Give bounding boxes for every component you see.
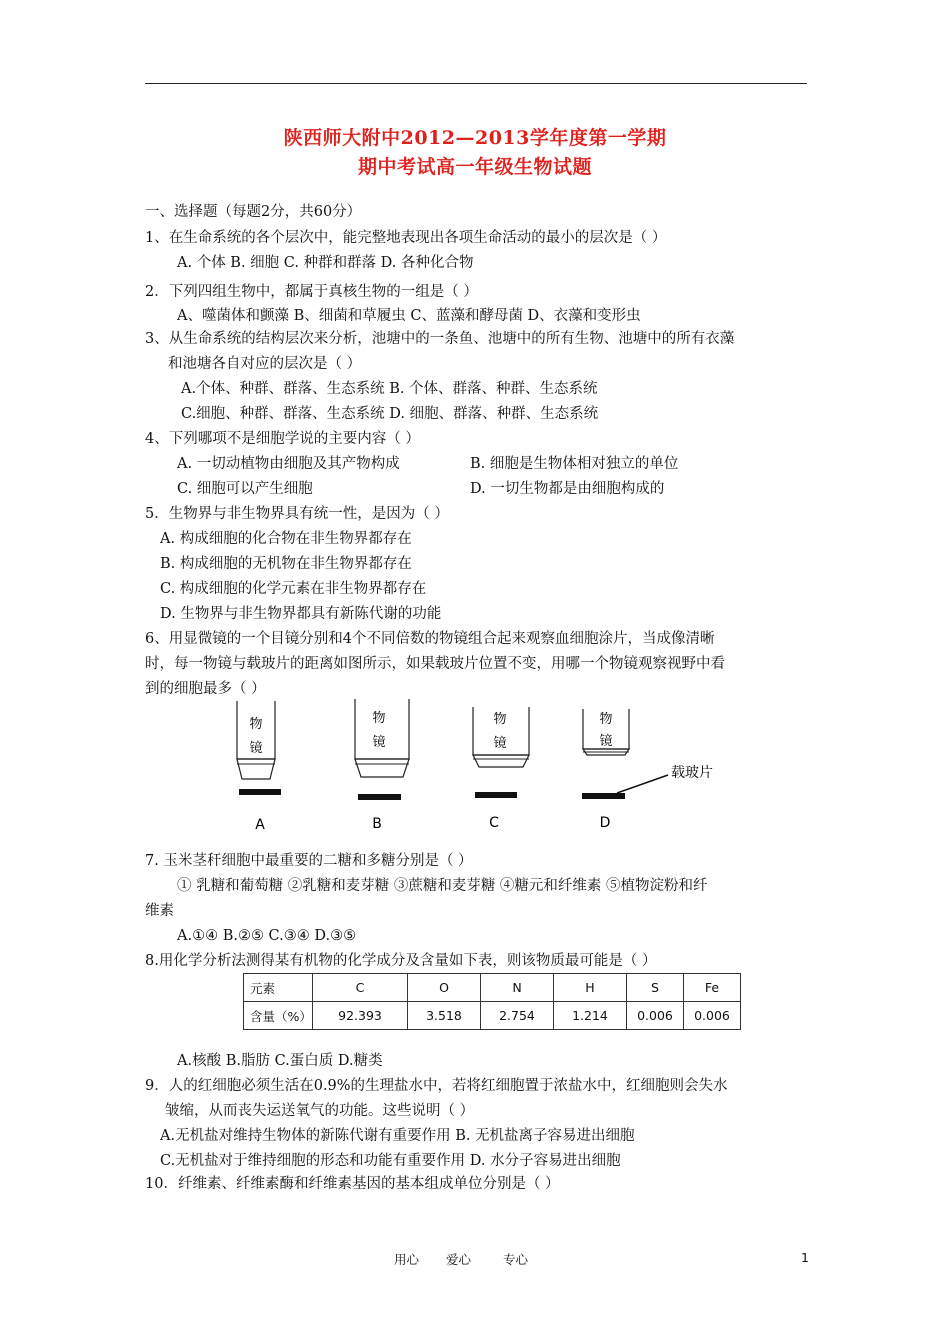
objective-a-text-2: 镜 [249,741,263,756]
table-cell: 0.006 [627,1002,684,1030]
objective-d-text-1: 物 [599,712,613,727]
objective-c-text-2: 镜 [493,736,507,751]
section-heading: 一、选择题（每题2分，共60分） [145,204,362,220]
question-6-cont-2: 到的细胞最多（ ） [145,681,266,697]
footer-word-3: 专心 [503,1252,529,1267]
objective-c-text-1: 物 [493,712,507,727]
table-header-cell: Fe [684,974,741,1002]
table-header-cell: 元素 [244,974,313,1002]
question-3: 3、从生命系统的结构层次来分析，池塘中的一条鱼、池塘中的所有生物、池塘中的所有衣藻 [145,331,735,347]
question-4-option-c: C. 细胞可以产生细胞 [177,481,313,497]
question-3-options-cd: C.细胞、种群、群落、生态系统 D. 细胞、群落、种群、生态系统 [181,406,599,422]
table-header-cell: S [627,974,684,1002]
question-4: 4、下列哪项不是细胞学说的主要内容（ ） [145,431,420,447]
objective-a-text-1: 物 [249,717,263,732]
objective-lens-figure [225,695,745,840]
footer-word-2: 爱心 [446,1252,472,1267]
objective-b-text-2: 镜 [372,735,386,750]
question-6-cont-1: 时，每一物镜与载玻片的距离如图所示，如果载玻片位置不变，用哪一个物镜观察视野中看 [145,656,725,672]
table-cell: 3.518 [408,1002,481,1030]
question-10: 10．纤维素、纤维素酶和纤维素基因的基本组成单位分别是（ ） [145,1176,560,1192]
question-4-option-a: A. 一切动植物由细胞及其产物构成 [177,456,400,472]
table-header-cell: C [313,974,408,1002]
table-cell: 2.754 [481,1002,554,1030]
objective-d [582,709,713,831]
header-rule [145,83,807,84]
question-1-options: A. 个体 B. 细胞 C. 种群和群落 D. 各种化合物 [177,255,474,271]
question-6: 6、用显微镜的一个目镜分别和4个不同倍数的物镜组合起来观察血细胞涂片，当成像清晰 [145,631,715,647]
element-content-table [243,973,741,1030]
table-header-cell: O [408,974,481,1002]
slide-pointer-line [617,775,668,793]
table-row [244,1002,741,1030]
question-3-options-ab: A.个体、种群、群落、生态系统 B. 个体、群落、种群、生态系统 [181,381,598,397]
question-7: 7. 玉米茎秆细胞中最重要的二糖和多糖分别是（ ） [145,853,473,869]
table-header-row [244,974,741,1002]
objective-d-text-2: 镜 [599,734,613,749]
question-5-option-c: C. 构成细胞的化学元素在非生物界都存在 [160,581,427,597]
question-7-items: ① 乳糖和葡萄糖 ②乳糖和麦芽糖 ③蔗糖和麦芽糖 ④糖元和纤维素 ⑤植物淀粉和纤 [177,878,708,894]
slide-label: 载玻片 [671,765,713,781]
question-7-items-cont: 维素 [145,903,174,919]
question-1: 1、在生命系统的各个层次中，能完整地表现出各项生命活动的最小的层次是（ ） [145,230,667,246]
slide-c [475,792,517,798]
question-5: 5．生物界与非生物界具有统一性，是因为（ ） [145,506,449,522]
question-4-option-b: B. 细胞是生物体相对独立的单位 [470,456,679,472]
question-2: 2．下列四组生物中，都属于真核生物的一组是（ ） [145,284,478,300]
question-4-option-d: D. 一切生物都是由细胞构成的 [470,481,665,497]
slide-d [582,793,625,799]
exam-title-line1: 陕西师大附中2012—2013学年度第一学期 [283,127,667,149]
objective-c [473,707,529,831]
slide-b [358,794,401,800]
question-9: 9．人的红细胞必须生活在0.9%的生理盐水中，若将红细胞置于浓盐水中，红细胞则会失水 [145,1078,728,1094]
table-row-label: 含量（%） [244,1002,313,1030]
table-header-cell: H [554,974,627,1002]
question-8-options: A.核酸 B.脂肪 C.蛋白质 D.糖类 [177,1053,383,1069]
footer-word-1: 用心 [394,1252,420,1267]
slide-a [239,789,281,795]
table-cell: 1.214 [554,1002,627,1030]
label-b: B [372,816,382,832]
question-7-options: A.①④ B.②⑤ C.③④ D.③⑤ [177,928,357,944]
label-a: A [255,817,265,833]
question-2-options: A、噬菌体和颤藻 B、细菌和草履虫 C、蓝藻和酵母菌 D、衣藻和变形虫 [177,308,641,324]
question-5-option-b: B. 构成细胞的无机物在非生物界都存在 [160,556,412,572]
table-cell: 0.006 [684,1002,741,1030]
label-d: D [599,815,611,831]
exam-title-line2: 期中考试高一年级生物试题 [357,156,592,178]
objective-a [237,701,281,833]
question-9-options-cd: C.无机盐对于维持细胞的形态和功能有重要作用 D. 水分子容易进出细胞 [160,1153,621,1169]
question-3-cont: 和池塘各自对应的层次是（ ） [168,356,362,372]
question-5-option-a: A. 构成细胞的化合物在非生物界都存在 [160,531,412,547]
question-5-option-d: D. 生物界与非生物界都具有新陈代谢的功能 [160,606,442,622]
objective-b-text-1: 物 [372,711,386,726]
question-9-options-ab: A.无机盐对维持生物体的新陈代谢有重要作用 B. 无机盐离子容易进出细胞 [160,1128,635,1144]
table-cell: 92.393 [313,1002,408,1030]
page-number: 1 [801,1250,809,1265]
label-c: C [489,815,499,831]
question-8: 8.用化学分析法测得某有机物的化学成分及含量如下表，则该物质最可能是（ ） [145,953,657,969]
question-9-cont: 皱缩，从而丧失运送氧气的功能。这些说明（ ） [165,1103,475,1119]
table-header-cell: N [481,974,554,1002]
objective-b [355,699,409,832]
